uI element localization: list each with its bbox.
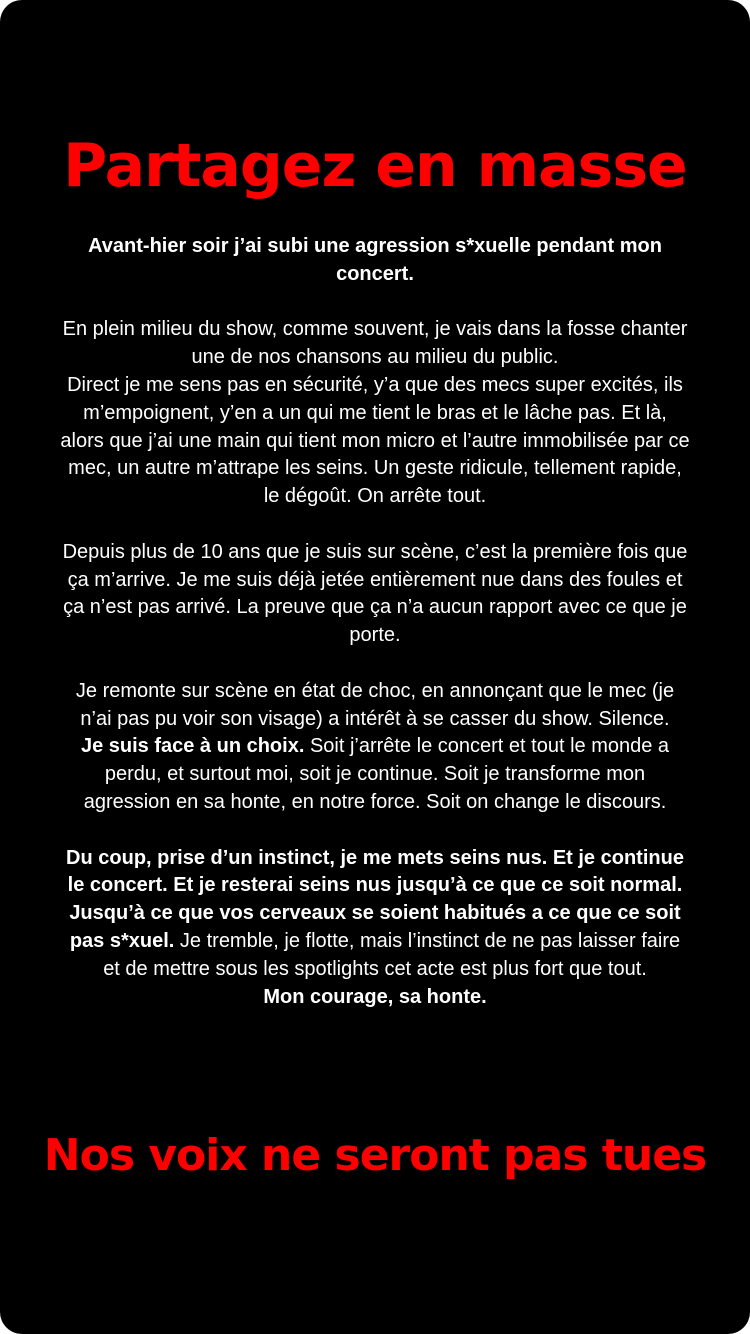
paragraph-4	[60, 678, 690, 817]
paragraph-2	[60, 316, 690, 511]
regular-text: Je tremble, je flotte, mais l’instinct de ne pas laisser faire et de mettre sous les spotlights cet acte est plus fort que tout.	[103, 929, 681, 980]
paragraph-5	[60, 845, 690, 1012]
text-line	[60, 678, 690, 734]
story-body	[60, 233, 690, 1011]
text-line	[60, 733, 690, 816]
bold-text: Je suis face à un choix.	[80, 735, 305, 758]
text-line	[60, 372, 690, 511]
text-line	[60, 233, 690, 289]
paragraph-1	[60, 233, 690, 289]
bold-text: Du coup, prise d’un instinct, je me mets seins nus. Et je continue le concert. Et je resterai seins nus jusqu’à ce que ce soit normal. Jusqu’à ce que vos cerveaux se soient habitués a ce que ce soit pas s*xuel.	[66, 846, 684, 952]
text-line	[60, 316, 690, 372]
regular-text: En plein milieu du show, comme souvent, je vais dans la fosse chanter une de nos chansons au milieu du public.	[62, 318, 688, 369]
regular-text: Direct je me sens pas en sécurité, y’a que des mecs super excités, ils m’empoignent, y’en a un qui me tient le bras et le lâche pas. Et là, alors que j’ai une main qui tient mon micro et l’autre immobilisée par ce mec, un autre m’attrape les seins. Un geste ridicule, tellement rapide, le dégoût. On arrête tout.	[60, 373, 690, 508]
headline-bottom: Nos voix ne seront pas tues	[43, 1130, 707, 1181]
paragraph-3	[60, 539, 690, 650]
regular-text: Je remonte sur scène en état de choc, en annonçant que le mec (je n’ai pas pu voir son visage) a intérêt à se casser du show. Silence.	[75, 679, 675, 730]
bold-text: Mon courage, sa honte.	[263, 985, 487, 1008]
text-line	[60, 984, 690, 1012]
text-line	[60, 539, 690, 650]
bold-text: Avant-hier soir j’ai subi une agression s*xuelle pendant mon concert.	[88, 235, 662, 285]
regular-text: Soit j’arrête le concert et tout le monde a perdu, et surtout moi, soit je continue. Soit je transforme mon agression en sa honte, en notre force. Soit on change le discours.	[83, 735, 670, 813]
regular-text: Depuis plus de 10 ans que je suis sur scène, c’est la première fois que ça m’arrive. Je me suis déjà jetée entièrement nue dans des foules et ça n’est pas arrivé. La preuve que ça n’a aucun rapport avec ce que je porte.	[62, 540, 688, 647]
headline-top: Partagez en masse	[63, 131, 687, 201]
text-line	[60, 845, 690, 984]
